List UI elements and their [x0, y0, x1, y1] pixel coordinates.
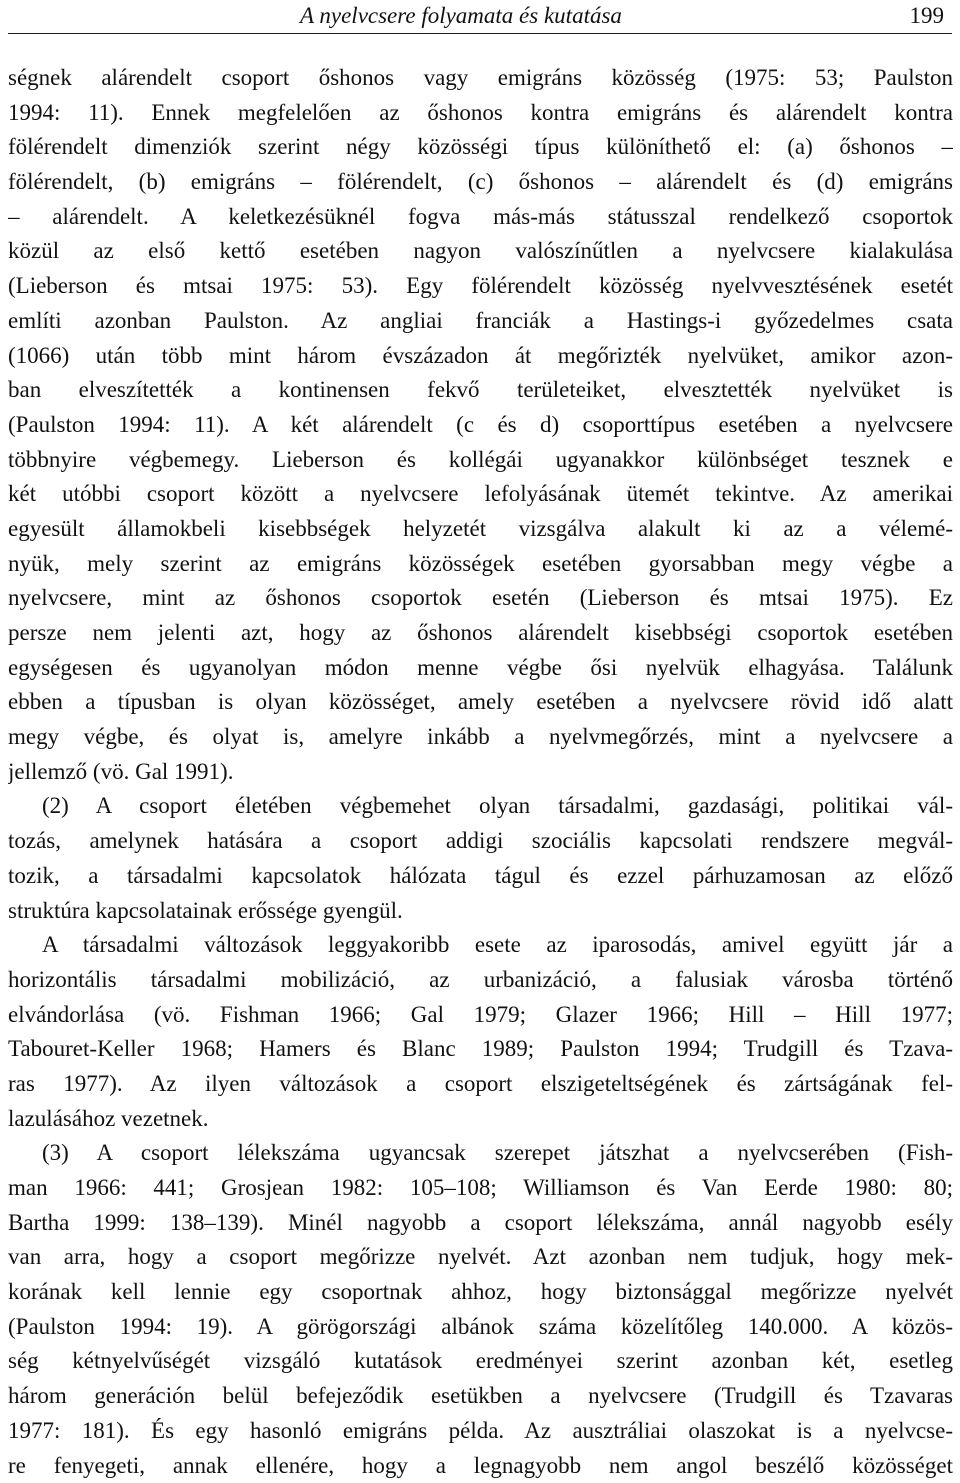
text-line: – alárendelt. A keletkezésüknél fogva más-más státusszal rendelkező csoportok: [8, 200, 953, 235]
text-line: (Paulston 1994: 11). A két alárendelt (c és d) csoporttípus esetében a nyelvcsere: [8, 408, 953, 443]
text-line: egyesült államokbeli kisebbségek helyzetét vizsgálva alakult ki az a vélemé-: [8, 512, 953, 547]
text-line: Tabouret-Keller 1968; Hamers és Blanc 1989; Paulston 1994; Trudgill és Tzava-: [8, 1032, 953, 1067]
text-line: fölérendelt, (b) emigráns – fölérendelt, (c) őshonos – alárendelt és (d) emigráns: [8, 165, 953, 200]
body-text: [8, 61, 953, 1483]
text-line: lazulásához vezetnek.: [8, 1102, 953, 1137]
text-line: korának kell lennie egy csoportnak ahhoz, hogy biztonsággal megőrizze nyelvét: [8, 1275, 953, 1310]
text-line: említi azonban Paulston. Az angliai franciák a Hastings-i győzedelmes csata: [8, 304, 953, 339]
text-line: (2) A csoport életében végbemehet olyan társadalmi, gazdasági, politikai vál-: [8, 789, 953, 824]
text-line: egységesen és ugyanolyan módon menne végbe ősi nyelvük elhagyása. Találunk: [8, 651, 953, 686]
text-line: ebben a típusban is olyan közösséget, amely esetében a nyelvcsere rövid idő alatt: [8, 685, 953, 720]
text-line: tozik, a társadalmi kapcsolatok hálózata tágul és ezzel párhuzamosan az előző: [8, 859, 953, 894]
text-line: nyük, mely szerint az emigráns közösségek esetében gyorsabban megy végbe a: [8, 547, 953, 582]
text-line: közül az első kettő esetében nagyon valószínűtlen a nyelvcsere kialakulása: [8, 234, 953, 269]
text-line: ségnek alárendelt csoport őshonos vagy emigráns közösség (1975: 53; Paulston: [8, 61, 953, 96]
text-line: ség kétnyelvűségét vizsgáló kutatások eredményei szerint azonban két, esetleg: [8, 1344, 953, 1379]
text-line: (Lieberson és mtsai 1975: 53). Egy fölérendelt közösség nyelvvesztésének esetét: [8, 269, 953, 304]
text-line: struktúra kapcsolatainak erőssége gyengül.: [8, 894, 953, 929]
text-line: (1066) után több mint három évszázadon át megőrizték nyelvüket, amikor azon-: [8, 339, 953, 374]
text-line: két utóbbi csoport között a nyelvcsere lefolyásának ütemét tekintve. Az amerikai: [8, 477, 953, 512]
text-line: (Paulston 1994: 19). A görögországi albánok száma közelítőleg 140.000. A közös-: [8, 1310, 953, 1345]
text-line: man 1966: 441; Grosjean 1982: 105–108; Williamson és Van Eerde 1980: 80;: [8, 1171, 953, 1206]
text-line: 1977: 181). És egy hasonló emigráns példa. Az ausztráliai olaszokat is a nyelvcse-: [8, 1414, 953, 1449]
text-line: A társadalmi változások leggyakoribb esete az iparosodás, amivel együtt jár a: [8, 928, 953, 963]
text-line: elvándorlása (vö. Fishman 1966; Gal 1979; Glazer 1966; Hill – Hill 1977;: [8, 998, 953, 1033]
text-line: többnyire végbemegy. Lieberson és kollégái ugyanakkor különbséget tesznek e: [8, 443, 953, 478]
running-title: A nyelvcsere folyamata és kutatása: [300, 1, 622, 31]
text-line: ban elveszítették a kontinensen fekvő területeiket, elvesztették nyelvüket is: [8, 373, 953, 408]
text-line: megy végbe, és olyat is, amelyre inkább a nyelvmegőrzés, mint a nyelvcsere a: [8, 720, 953, 755]
text-line: nyelvcsere, mint az őshonos csoportok esetén (Lieberson és mtsai 1975). Ez: [8, 581, 953, 616]
text-line: Bartha 1999: 138–139). Minél nagyobb a csoport lélekszáma, annál nagyobb esély: [8, 1206, 953, 1241]
text-line: (3) A csoport lélekszáma ugyancsak szerepet játszhat a nyelvcserében (Fish-: [8, 1136, 953, 1171]
text-line: fölérendelt dimenziók szerint négy közösségi típus különíthető el: (a) őshonos –: [8, 130, 953, 165]
text-line: ras 1977). Az ilyen változások a csoport elszigeteltségének és zártságának fel-: [8, 1067, 953, 1102]
text-line: jellemző (vö. Gal 1991).: [8, 755, 953, 790]
text-line: tozás, amelynek hatására a csoport addigi szociális kapcsolati rendszere megvál-: [8, 824, 953, 859]
text-line: 1994: 11). Ennek megfelelően az őshonos kontra emigráns és alárendelt kontra: [8, 96, 953, 131]
page-number: 199: [910, 1, 945, 31]
text-line: van arra, hogy a csoport megőrizze nyelvét. Azt azonban nem tudjuk, hogy mek-: [8, 1240, 953, 1275]
text-line: persze nem jelenti azt, hogy az őshonos alárendelt kisebbségi csoportok esetében: [8, 616, 953, 651]
text-line: re fenyegeti, annak ellenére, hogy a legnagyobb nem angol beszélő közösséget: [8, 1449, 953, 1483]
text-line: három generáción belül befejeződik esetükben a nyelvcsere (Trudgill és Tzavaras: [8, 1379, 953, 1414]
text-line: horizontális társadalmi mobilizáció, az urbanizáció, a falusiak városba történő: [8, 963, 953, 998]
page-header: [8, 0, 952, 34]
